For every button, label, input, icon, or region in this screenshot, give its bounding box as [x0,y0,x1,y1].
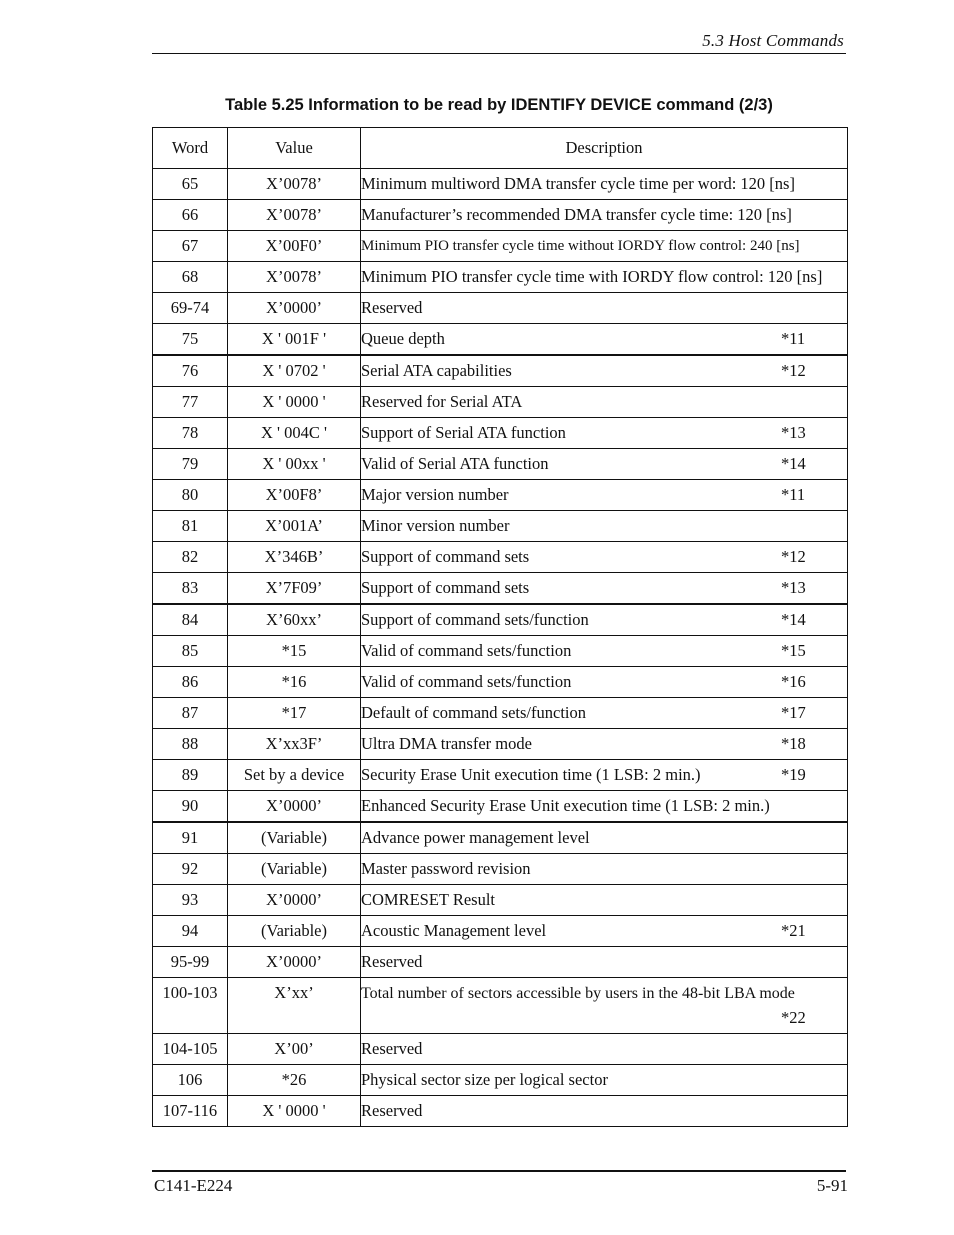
cell-word: 75 [153,324,228,356]
description-text: Reserved [361,298,423,317]
cell-word: 88 [153,729,228,760]
table-row [153,854,848,885]
table-row [153,262,848,293]
cell-word: 95-99 [153,947,228,978]
table-header-row [153,128,848,169]
cell-description [361,947,848,978]
description-text: Reserved [361,952,423,971]
cell-value: X’xx3F’ [228,729,361,760]
cell-word: 94 [153,916,228,947]
cell-value: X ' 004C ' [228,418,361,449]
cell-word: 66 [153,200,228,231]
cell-word: 89 [153,760,228,791]
table-row [153,324,848,356]
footnote-ref: *14 [781,454,806,473]
table-row [153,636,848,667]
cell-word: 106 [153,1065,228,1096]
description-text: Minimum PIO transfer cycle time with IORDY flow control: 120 [ns] [361,267,823,286]
table-row [153,885,848,916]
cell-word: 93 [153,885,228,916]
cell-value: X’0078’ [228,169,361,200]
table-row [153,511,848,542]
cell-word: 76 [153,355,228,387]
cell-description [361,573,848,605]
footnote-ref: *12 [781,361,806,380]
description-text: Manufacturer’s recommended DMA transfer cycle time: 120 [ns] [361,205,792,224]
description-text: Minimum multiword DMA transfer cycle time per word: 120 [ns] [361,174,795,193]
table-row [153,604,848,636]
description-text: Physical sector size per logical sector [361,1070,608,1089]
header-rule [152,53,846,54]
table-row [153,791,848,823]
description-text: Queue depth [361,329,445,348]
cell-description [361,480,848,511]
table-row [153,916,848,947]
footnote-ref: *17 [781,703,806,722]
cell-word: 86 [153,667,228,698]
cell-word: 100-103 [153,978,228,1034]
cell-value: *15 [228,636,361,667]
cell-value: X ' 0702 ' [228,355,361,387]
cell-description [361,324,848,356]
footnote-ref: *15 [781,641,806,660]
cell-value: *26 [228,1065,361,1096]
cell-description [361,698,848,729]
footnote-ref: *19 [781,765,806,784]
cell-value: (Variable) [228,822,361,854]
description-text: Support of Serial ATA function [361,423,566,442]
description-text: Acoustic Management level [361,921,547,940]
footnote-ref: *16 [781,672,806,691]
description-text: Total number of sectors accessible by users in the 48-bit LBA mode [361,985,795,1002]
cell-description [361,449,848,480]
table-row [153,169,848,200]
description-text: Reserved [361,1101,423,1120]
cell-description [361,542,848,573]
table-row [153,231,848,262]
identify-device-table [152,127,848,1127]
description-text: Reserved [361,1039,423,1058]
footnote-ref: *13 [781,423,806,442]
table-row [153,698,848,729]
footnote-ref: *11 [781,329,806,348]
cell-description [361,200,848,231]
cell-word: 107-116 [153,1096,228,1127]
cell-value: X’7F09’ [228,573,361,605]
cell-value: X ' 00xx ' [228,449,361,480]
table-row [153,1096,848,1127]
footnote-ref: *22 [781,1008,806,1027]
document-id: C141-E224 [154,1176,233,1195]
footnote-ref: *11 [781,485,806,504]
description-text: Major version number [361,485,509,504]
cell-description [361,231,848,262]
description-text: Reserved for Serial ATA [361,392,523,411]
footnote-ref: *13 [781,578,806,597]
cell-word: 81 [153,511,228,542]
table-row [153,542,848,573]
cell-description [361,1065,848,1096]
footnote-ref: *12 [781,547,806,566]
footnote-ref: *21 [781,921,806,940]
cell-word: 68 [153,262,228,293]
cell-value: X’60xx’ [228,604,361,636]
cell-value: X’001A’ [228,511,361,542]
cell-word: 104-105 [153,1034,228,1065]
cell-value: X’00F0’ [228,231,361,262]
description-text: Support of command sets/function [361,610,589,629]
description-text: Serial ATA capabilities [361,361,512,380]
cell-value: X’0078’ [228,262,361,293]
cell-description [361,418,848,449]
description-text: Minimum PIO transfer cycle time without IORDY flow control: 240 [ns] [361,237,800,254]
cell-word: 82 [153,542,228,573]
table-row [153,822,848,854]
table-row [153,573,848,605]
cell-value: X’0000’ [228,885,361,916]
footnote-ref: *18 [781,734,806,753]
page-number: 5-91 [816,1176,848,1195]
cell-value: *17 [228,698,361,729]
description-text: Enhanced Security Erase Unit execution time (1 LSB: 2 min.) [361,796,770,815]
cell-description [361,791,848,823]
cell-description [361,760,848,791]
cell-description [361,387,848,418]
cell-description [361,729,848,760]
column-header-value: Value [228,128,361,169]
table-title: Table 5.25 Information to be read by IDENTIFY DEVICE command (2/3) [225,96,773,114]
table-row [153,449,848,480]
table-row [153,1065,848,1096]
cell-value: X’346B’ [228,542,361,573]
description-text: Default of command sets/function [361,703,586,722]
table-row [153,387,848,418]
cell-value: X’00’ [228,1034,361,1065]
cell-word: 80 [153,480,228,511]
cell-value: X’0000’ [228,293,361,324]
cell-description [361,169,848,200]
footnote-ref: *14 [781,610,806,629]
cell-description [361,916,848,947]
description-text: Support of command sets [361,578,530,597]
cell-word: 92 [153,854,228,885]
cell-description [361,667,848,698]
cell-description [361,604,848,636]
cell-word: 65 [153,169,228,200]
cell-value: X’0078’ [228,200,361,231]
cell-word: 87 [153,698,228,729]
table-row [153,1034,848,1065]
table-row [153,418,848,449]
cell-value: X’00F8’ [228,480,361,511]
running-header: 5.3 Host Commands [702,31,844,50]
cell-word: 78 [153,418,228,449]
cell-word: 69-74 [153,293,228,324]
cell-word: 77 [153,387,228,418]
cell-description [361,511,848,542]
cell-description [361,885,848,916]
cell-description [361,262,848,293]
cell-description [361,636,848,667]
table-row [153,355,848,387]
cell-word: 91 [153,822,228,854]
cell-word: 67 [153,231,228,262]
cell-value: X’0000’ [228,947,361,978]
cell-value: (Variable) [228,916,361,947]
cell-description [361,822,848,854]
table-body [153,169,848,1127]
table-row [153,667,848,698]
cell-value: X’xx’ [228,978,361,1034]
cell-value: X ' 001F ' [228,324,361,356]
footer-rule [152,1170,846,1172]
cell-description [361,854,848,885]
table-row [153,760,848,791]
cell-word: 85 [153,636,228,667]
cell-value: Set by a device [228,760,361,791]
cell-value: X ' 0000 ' [228,1096,361,1127]
cell-description [361,978,848,1034]
cell-value: X’0000’ [228,791,361,823]
description-text: COMRESET Result [361,890,496,909]
description-text: Master password revision [361,859,531,878]
column-header-word: Word [153,128,228,169]
description-text: Valid of Serial ATA function [361,454,549,473]
cell-word: 83 [153,573,228,605]
column-header-description: Description [361,128,848,169]
cell-word: 90 [153,791,228,823]
description-text: Security Erase Unit execution time (1 LSB: 2 min.) [361,765,701,784]
table-row [153,293,848,324]
table-row [153,200,848,231]
description-text: Minor version number [361,516,510,535]
cell-description [361,1096,848,1127]
table-row [153,978,848,1034]
description-text: Ultra DMA transfer mode [361,734,532,753]
cell-value: *16 [228,667,361,698]
description-text: Valid of command sets/function [361,672,572,691]
cell-word: 84 [153,604,228,636]
description-text: Advance power management level [361,828,590,847]
description-text: Support of command sets [361,547,530,566]
cell-description [361,293,848,324]
table-row [153,729,848,760]
cell-value: (Variable) [228,854,361,885]
cell-word: 79 [153,449,228,480]
cell-description [361,1034,848,1065]
description-text: Valid of command sets/function [361,641,572,660]
table-row [153,480,848,511]
cell-description [361,355,848,387]
table-row [153,947,848,978]
cell-value: X ' 0000 ' [228,387,361,418]
